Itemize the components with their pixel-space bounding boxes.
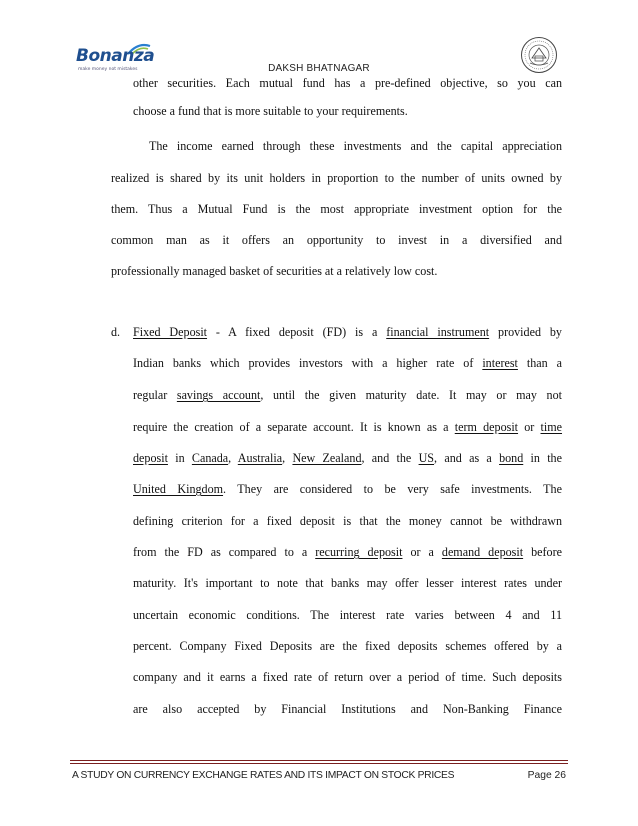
link-united-kingdom[interactable]: United Kingdom [133,482,224,496]
link-australia[interactable]: Australia [237,451,283,465]
fixed-deposit-line-8: from the FD as compared to a recurring deposit or a demand deposit before [133,545,562,559]
text-line: uncertain economic conditions. The interest rate varies between 4 and 11 [133,608,562,622]
footer-rule-thin [70,763,568,764]
link-financial-instrument[interactable]: financial instrument [386,325,490,339]
fixed-deposit-line-3: regular savings account, until the given maturity date. It may or may not [133,388,562,402]
link-demand-deposit[interactable]: demand deposit [441,545,524,559]
link-term-deposit[interactable]: term deposit [454,420,519,434]
fixed-deposit-line-1: Fixed Deposit - A fixed deposit (FD) is a financial instrument provided by [133,325,562,339]
logo-tagline: make money not mistakes [78,67,138,72]
text-line: realized is shared by its unit holders in proportion to the number of units owned by [111,171,562,185]
text-line: The income earned through these investments and the capital appreciation [149,139,562,153]
text-line: company and it earns a fixed rate of return over a period of time. Such deposits [133,670,562,684]
text-line: choose a fund that is more suitable to your requirements. [133,104,408,118]
link-interest[interactable]: interest [482,356,518,370]
text-line: percent. Company Fixed Deposits are the fixed deposits schemes offered by a [133,639,562,653]
link-bond[interactable]: bond [499,451,524,465]
footer-title: A STUDY ON CURRENCY EXCHANGE RATES AND ITS IMPACT ON STOCK PRICES [72,770,455,781]
link-time-deposit[interactable]: time [540,420,563,434]
link-recurring-deposit[interactable]: recurring deposit [315,545,403,559]
author-name: DAKSH BHATNAGAR [268,63,370,74]
page-number: Page 26 [527,770,566,781]
fixed-deposit-line-6: United Kingdom. They are considered to be very safe investments. The [133,482,562,496]
link-new-zealand[interactable]: New Zealand [292,451,362,465]
link-canada[interactable]: Canada [191,451,229,465]
text-line: other securities. Each mutual fund has a pre-defined objective, so you can [133,76,562,90]
link-us[interactable]: US [418,451,435,465]
text-line: them. Thus a Mutual Fund is the most appropriate investment option for the [111,202,562,216]
fixed-deposit-heading: Fixed Deposit [133,325,208,339]
list-marker: d. [111,325,121,339]
link-savings-account[interactable]: savings account [176,388,261,402]
fixed-deposit-line-4: require the creation of a separate account. It is known as a term deposit or time [133,420,563,434]
text-line: are also accepted by Financial Institutions and Non-Banking Finance [133,702,562,716]
footer-rule [70,760,568,761]
fixed-deposit-line-2: Indian banks which provides investors with a higher rate of interest than a [133,356,562,370]
text-line: maturity. It's important to note that banks may offer lesser interest rates under [133,576,562,590]
logo-wordmark: Bonanza [76,46,155,66]
text-line: common man as it offers an opportunity to invest in a diversified and [111,233,562,247]
link-time-deposit-cont[interactable]: deposit [133,451,168,465]
text-line: professionally managed basket of securities at a relatively low cost. [111,264,438,278]
fixed-deposit-line-5: deposit in Canada, Australia, New Zealand, and the US, and as a bond in the [133,451,562,465]
text-line: defining criterion for a fixed deposit is that the money cannot be withdrawn [133,514,562,528]
